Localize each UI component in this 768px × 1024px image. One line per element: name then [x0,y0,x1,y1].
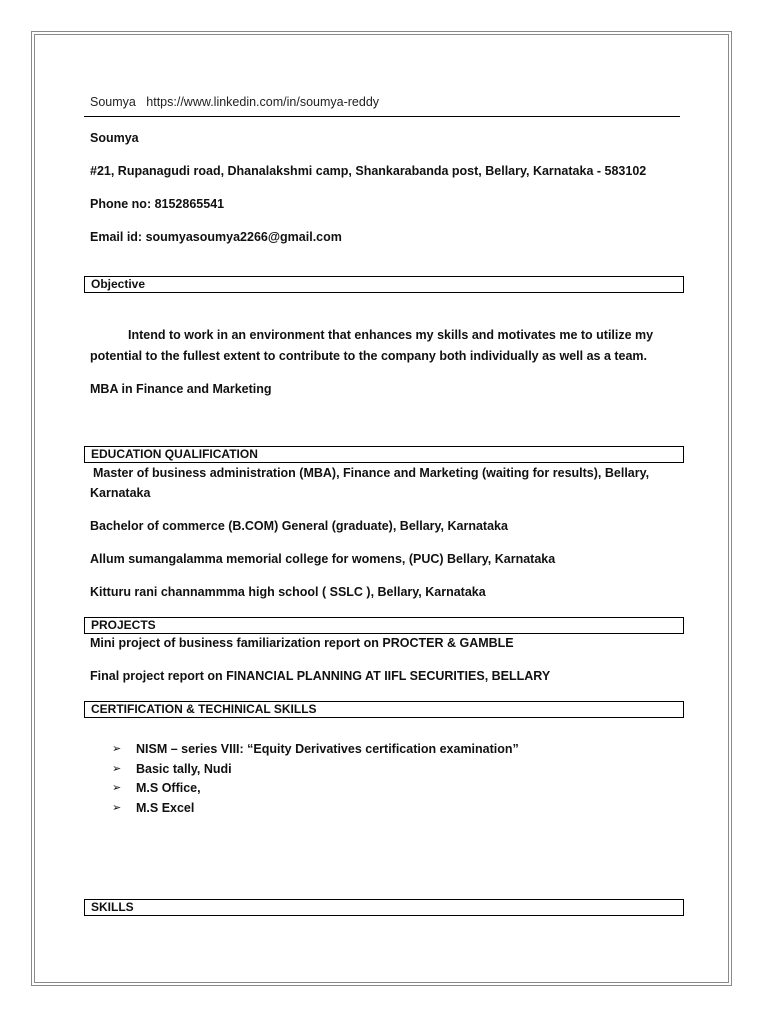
project-item-final: Final project report on FINANCIAL PLANNING AT IIFL SECURITIES, BELLARY [90,669,551,683]
arrowhead-bullet-icon: ➢ [112,782,122,794]
contact-name: Soumya [90,131,139,145]
education-item-bcom: Bachelor of commerce (B.COM) General (graduate), Bellary, Karnataka [90,519,508,533]
projects-heading: PROJECTS [91,618,156,632]
objective-text [90,325,680,367]
section-heading-objective [84,276,684,293]
education-heading: EDUCATION QUALIFICATION [91,447,258,461]
contact-phone: Phone no: 8152865541 [90,197,225,211]
header-rule [84,116,680,117]
section-heading-projects [84,617,684,634]
certification-item-label: M.S Excel [136,800,195,815]
list-item [112,779,519,799]
education-item-mba [90,463,680,503]
education-item-puc: Allum sumangalamma memorial college for womens, (PUC) Bellary, Karnataka [90,552,556,566]
certification-item-label: Basic tally, Nudi [136,761,232,776]
certification-heading: CERTIFICATION & TECHINICAL SKILLS [91,702,317,716]
certification-item-label: NISM – series VIII: “Equity Derivatives certification examination” [136,742,519,756]
objective-text-line2: potential to the fullest extent to contribute to the company both individually as well as a team. [90,349,648,363]
education-item-mba-line2: Karnataka [90,486,151,500]
section-heading-education [84,446,684,463]
section-heading-certification [84,701,684,718]
project-item-mini: Mini project of business familiarization report on PROCTER & GAMBLE [90,636,514,650]
contact-email: Email id: soumyasoumya2266@gmail.com [90,230,342,244]
list-item [112,799,519,819]
objective-text-line1: Intend to work in an environment that enhances my skills and motivates me to utilize my [128,328,654,342]
education-item-sslc: Kitturu rani channammma high school ( SSLC ), Bellary, Karnataka [90,585,486,599]
header-line [90,94,379,110]
objective-degree: MBA in Finance and Marketing [90,382,272,396]
section-heading-skills [84,899,684,916]
certification-list [112,740,519,818]
arrowhead-bullet-icon: ➢ [112,743,122,755]
education-item-mba-line1: Master of business administration (MBA), Finance and Marketing (waiting for results), Bellary, [93,466,650,480]
list-item [112,740,519,760]
header-linkedin-url: https://www.linkedin.com/in/soumya-reddy [146,95,380,109]
header-name: Soumya [90,95,136,109]
arrowhead-bullet-icon: ➢ [112,762,122,775]
arrowhead-bullet-icon: ➢ [112,801,122,814]
contact-address: #21, Rupanagudi road, Dhanalakshmi camp, Shankarabanda post, Bellary, Karnataka - 583102 [90,164,647,178]
skills-heading: SKILLS [91,900,134,914]
list-item [112,760,519,780]
certification-item-label: M.S Office, [136,781,201,795]
objective-heading: Objective [91,277,146,291]
